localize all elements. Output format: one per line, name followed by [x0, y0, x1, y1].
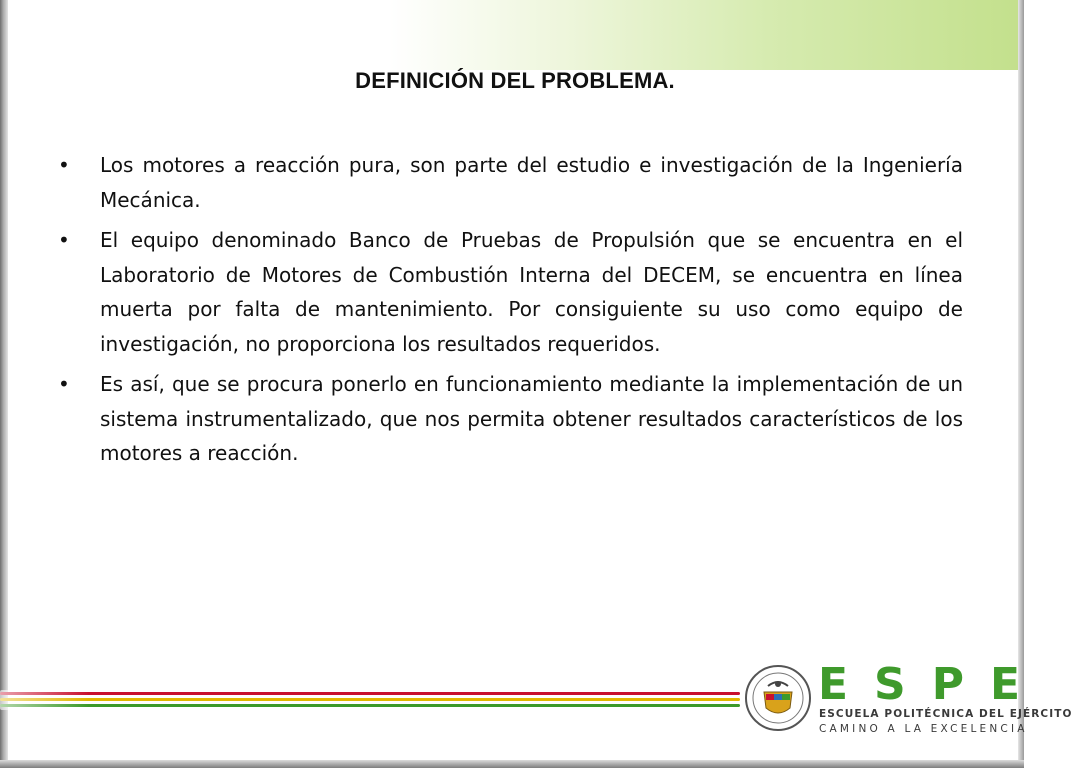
left-frame-edge	[0, 0, 8, 768]
bullet-list	[58, 148, 963, 477]
espe-slogan: CAMINO A LA EXCELENCIA	[819, 723, 1028, 735]
slide-title	[0, 68, 1024, 94]
bullet-icon: •	[58, 372, 70, 396]
bullet-icon: •	[58, 228, 70, 252]
right-frame-edge	[1018, 0, 1024, 768]
bullet-text: El equipo denominado Banco de Pruebas de Propulsión que se encuentra en el Laboratorio de Motores de Combustión Interna del DECEM, se encuentra en línea muerta por falta de mantenimiento. Por consiguiente su uso como equipo de investigación, no proporciona los resultados requeridos.	[100, 228, 963, 356]
espe-wordmark: ESPE	[818, 659, 1047, 710]
espe-logo	[742, 659, 1073, 742]
bullet-text: Es así, que se procura ponerlo en funcionamiento mediante la implementación de un sistema instrumentalizado, que nos permita obtener resultados característicos de los motores a reacción.	[100, 372, 963, 465]
stripe-fade	[0, 690, 740, 710]
bottom-frame-edge	[0, 760, 1024, 768]
bullet-item	[58, 367, 963, 471]
top-gradient-band	[0, 0, 1024, 70]
bullet-item	[58, 148, 963, 217]
bullet-text: Los motores a reacción pura, son parte del estudio e investigación de la Ingeniería Mecánica.	[100, 153, 963, 212]
university-seal-icon	[744, 664, 812, 732]
slide-title-text: DEFINICIÓN DEL PROBLEMA.	[355, 68, 675, 93]
bullet-item	[58, 223, 963, 361]
espe-subtitle: ESCUELA POLITÉCNICA DEL EJÉRCITO	[819, 708, 1073, 720]
bullet-icon: •	[58, 153, 70, 177]
